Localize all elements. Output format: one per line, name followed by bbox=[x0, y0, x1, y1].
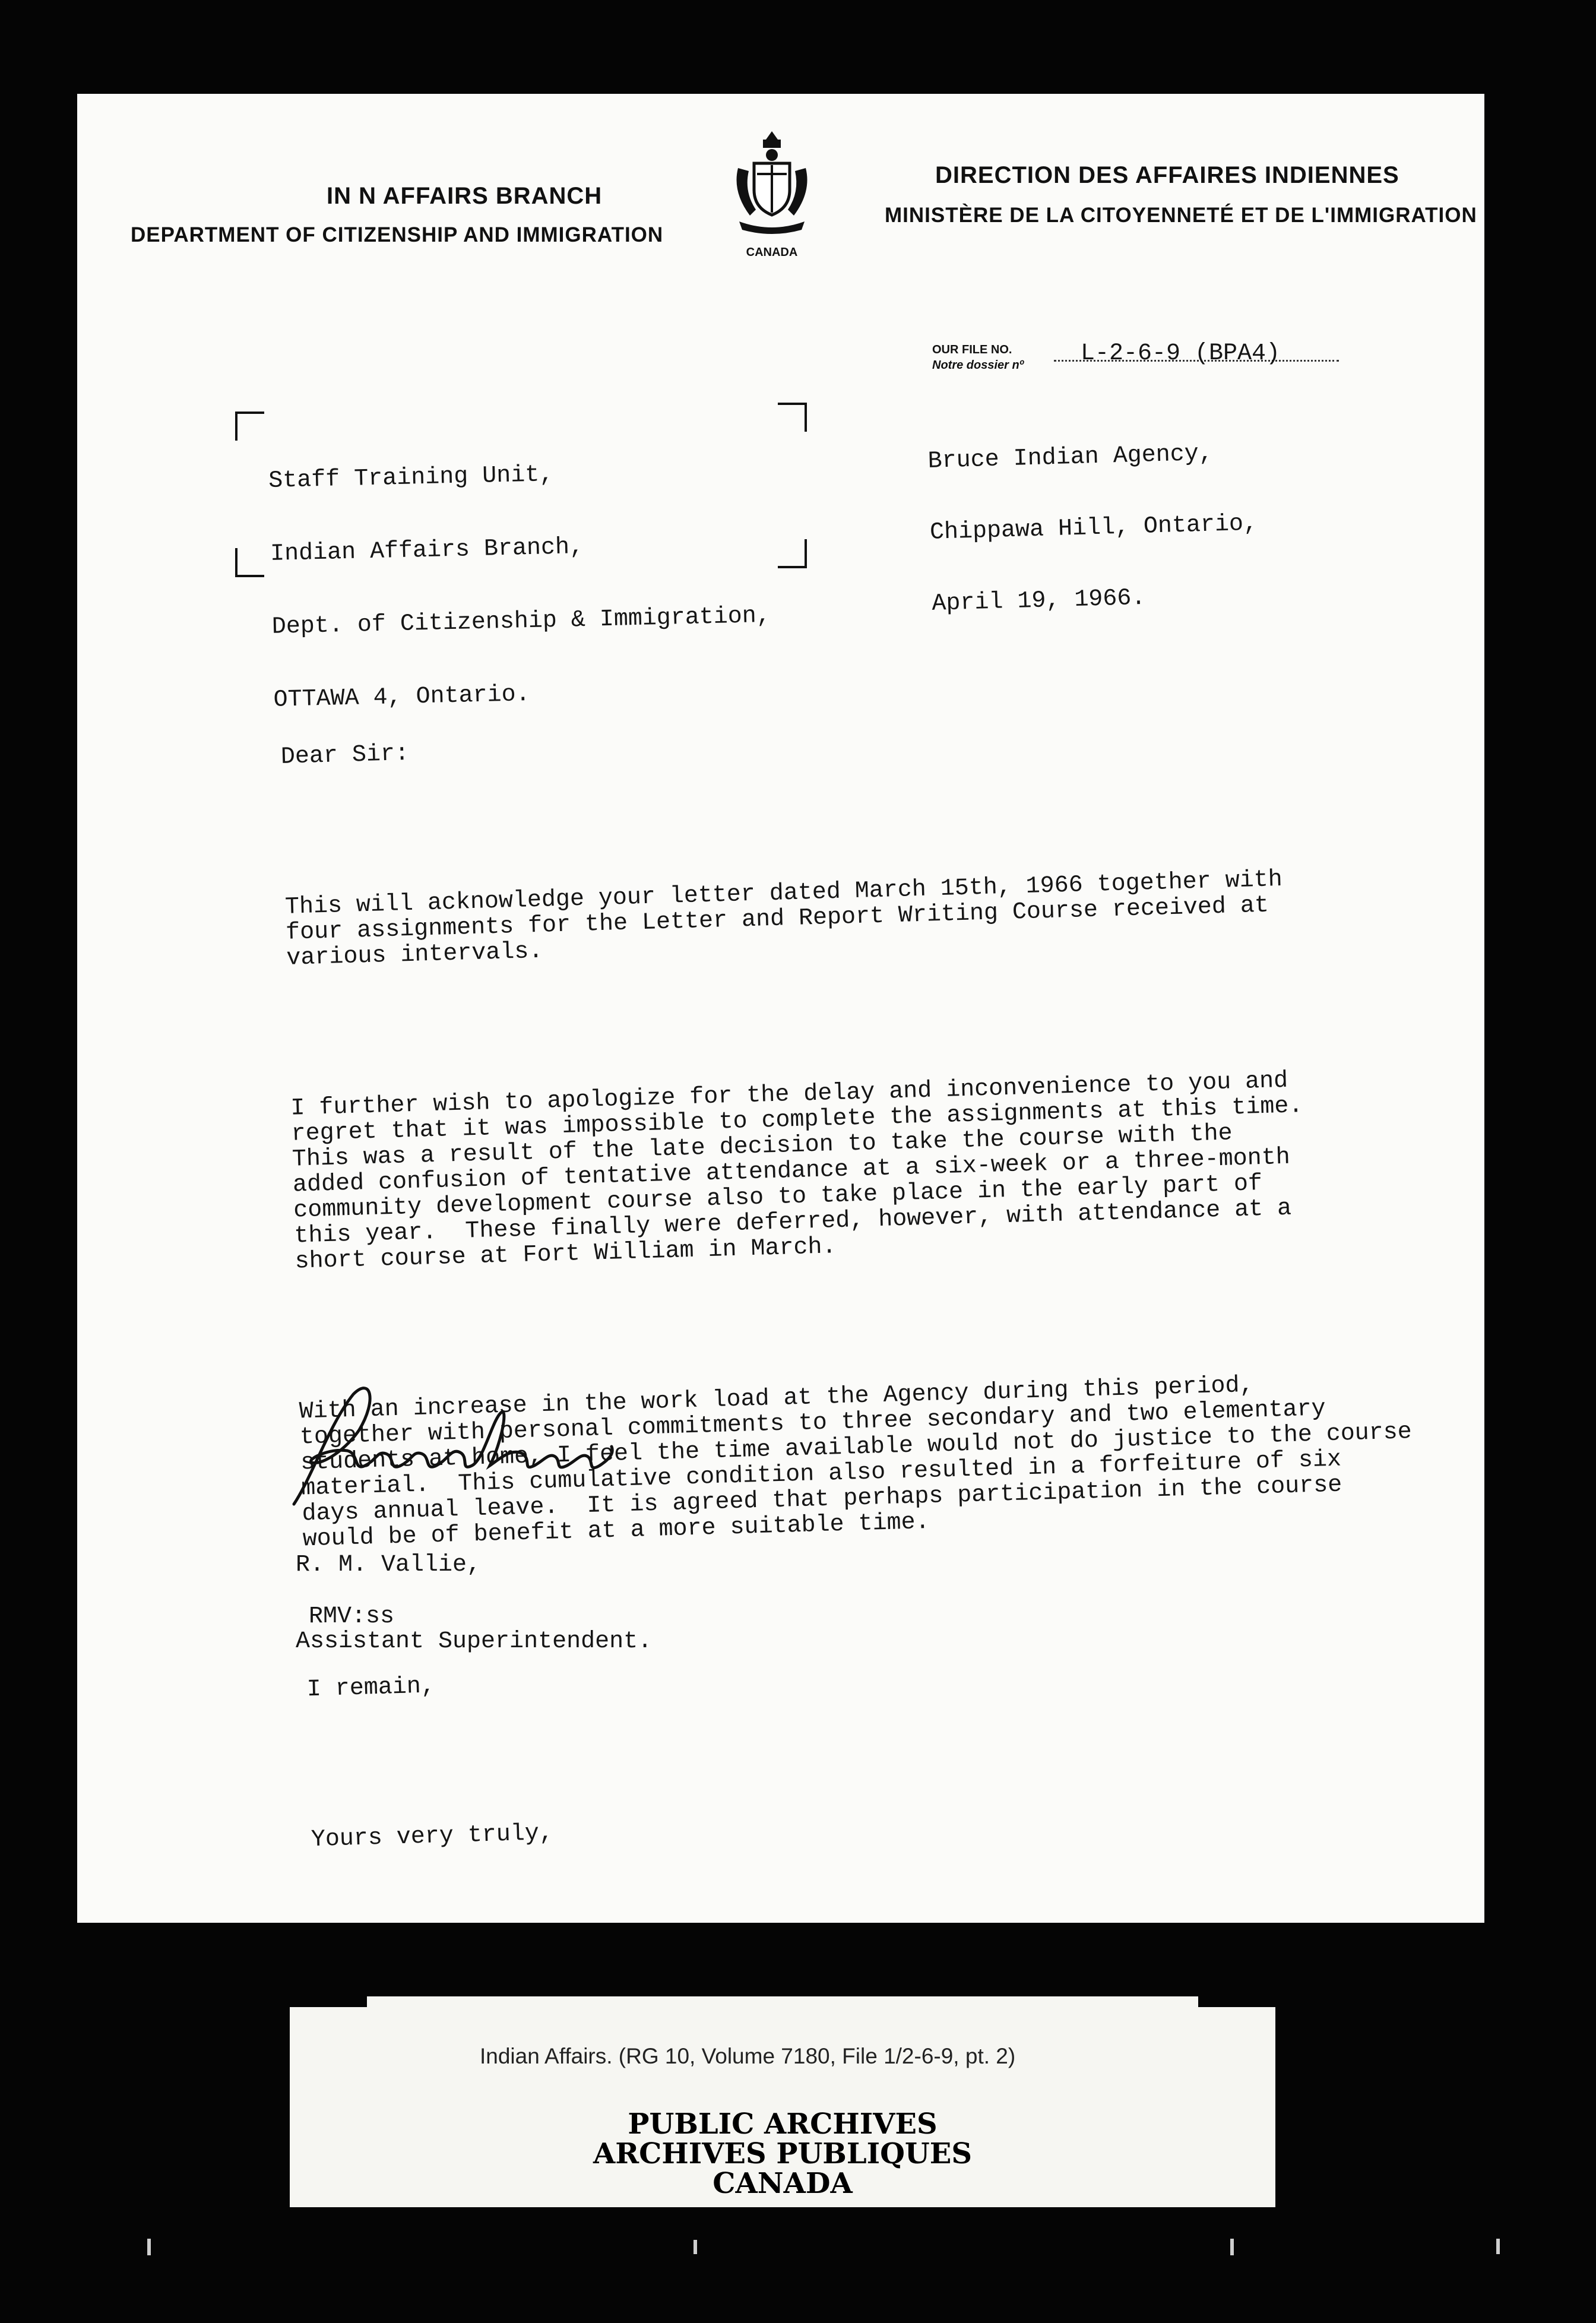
sender-line: Bruce Indian Agency, bbox=[927, 440, 1214, 475]
recipient-line: Indian Affairs Branch, bbox=[270, 533, 584, 568]
recipient-line: Dept. of Citizenship & Immigration, bbox=[271, 602, 771, 641]
file-number-label bbox=[932, 342, 1024, 373]
film-edge-mark bbox=[147, 2239, 151, 2255]
letter-body bbox=[279, 663, 1424, 1904]
recipient-line: OTTAWA 4, Ontario. bbox=[273, 681, 531, 714]
direction-name: DIRECTION DES AFFAIRES INDIENNES bbox=[935, 162, 1399, 188]
sender-line: Chippawa Hill, Ontario, bbox=[929, 510, 1258, 546]
signer-name: R. M. Vallie, bbox=[296, 1552, 482, 1578]
letter-page bbox=[77, 94, 1484, 1923]
paragraph: This will acknowledge your letter dated March 15th, 1966 together with four assignments for the Letter and Report Writing Course received at various intervals. bbox=[284, 866, 1283, 972]
archive-reference: Indian Affairs. (RG 10, Volume 7180, File 1/2-6-9, pt. 2) bbox=[480, 2044, 1016, 2068]
archive-title-en: PUBLIC ARCHIVES bbox=[628, 2107, 938, 2141]
address-bracket-top-right bbox=[778, 403, 807, 432]
recipient-line: Staff Training Unit, bbox=[268, 461, 554, 495]
file-label-en: OUR FILE NO. bbox=[932, 343, 1012, 356]
closing-yours: Yours very truly, bbox=[311, 1819, 554, 1854]
handwritten-signature bbox=[288, 1376, 620, 1507]
crest-caption: CANADA bbox=[746, 246, 798, 259]
paragraph: I further wish to apologize for the delay and inconvenience to you and regret that it was impossible to complete the assignments at this time. This was a result of the late decision to take the course with the added confusion of tentative attendance at a six-week or a three-month community development course also to take place in the early part of this year. These finally were deferred, however, with attendance at a short course at Fort William in March. bbox=[290, 1067, 1303, 1276]
label-notch bbox=[1198, 1996, 1275, 2007]
sender-address bbox=[926, 394, 1261, 664]
department-name: DEPARTMENT OF CITIZENSHIP AND IMMIGRATION bbox=[131, 223, 664, 246]
branch-name: IN N AFFAIRS BRANCH bbox=[327, 183, 603, 209]
salutation: Dear Sir: bbox=[280, 740, 410, 771]
archive-label bbox=[290, 1996, 1275, 2207]
letter-date: April 19, 1966. bbox=[931, 584, 1147, 618]
paragraph: With an increase in the work load at the Agency during this period, together with personal commitments to three secondary and two elementary students at home, I feel the time available would not do justice to the course material. This cumulative condition also resulted in a forfeiture of six days annual leave. It is agreed that perhaps participation in the course would be of benefit at a more suitable time. bbox=[299, 1372, 1413, 1553]
typist-initials: RMV:ss bbox=[309, 1603, 395, 1630]
film-edge-mark bbox=[1496, 2239, 1500, 2254]
film-edge-mark bbox=[1230, 2239, 1234, 2255]
file-number: L-2-6-9 (BPA4) bbox=[1081, 340, 1281, 367]
archive-country: CANADA bbox=[712, 2167, 853, 2200]
address-bracket-bottom-right bbox=[778, 539, 807, 568]
label-notch bbox=[290, 1996, 367, 2007]
archive-title-fr: ARCHIVES PUBLIQUES bbox=[593, 2137, 972, 2170]
address-bracket-bottom-left bbox=[235, 548, 264, 577]
ministere-name: MINISTÈRE DE LA CITOYENNETÉ ET DE L'IMMIGRATION bbox=[885, 204, 1477, 227]
address-bracket-top-left bbox=[235, 412, 264, 441]
coat-of-arms-icon bbox=[727, 126, 816, 236]
closing-remain: I remain, bbox=[306, 1673, 436, 1704]
signer-title: Assistant Superintendent. bbox=[296, 1628, 653, 1655]
file-label-fr: Notre dossier nº bbox=[932, 359, 1024, 372]
film-edge-mark bbox=[694, 2240, 697, 2254]
